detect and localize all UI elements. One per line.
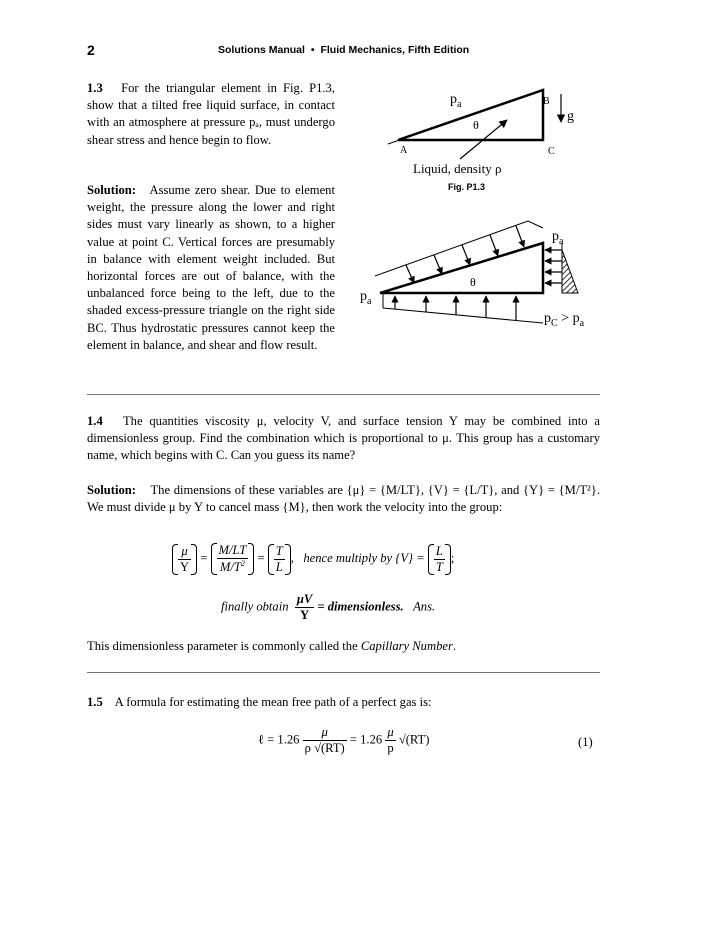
problem-text: For the triangular element in Fig. P1.3, show that a tilted free liquid surface, in contact with an atmosphere at pressure pₐ, must undergo shear stress and hence begin to flow. <box>87 81 335 147</box>
solution-1-3 <box>87 182 335 354</box>
problem-text: The quantities viscosity μ, velocity V, and surface tension Y may be combined into a dimensionless group. Find the combination which is proportional to μ. This group has a customary name, which begins with C. Can you guess its name? <box>87 414 600 463</box>
section-divider <box>87 394 600 395</box>
solution-label: Solution: <box>87 183 136 197</box>
conclusion-1-4: This dimensionless parameter is commonly called the Capillary Number. <box>87 639 457 653</box>
label-B: B <box>543 96 550 107</box>
section-divider <box>87 672 600 673</box>
label-pa-left: $p_a$ <box>360 289 372 307</box>
solution-text: Assume zero shear. Due to element weight, the pressure along the lower and right sides must vary linearly as shown, to a higher value at point C. Vertical forces are presumably in balance with element weight included. But horizontal forces are out of balance, with the unbalanced force being to the left, due to the shaded excess-pressure triangle on the right side BC. Thus hydrostatic pressures cannot keep the element in balance, and shear and flow result. <box>87 183 335 352</box>
problem-number: 1.3 <box>87 81 103 95</box>
label-theta: θ <box>473 118 479 132</box>
label-A: A <box>400 145 408 156</box>
equation-result: finally obtain μV Y = dimensionless. Ans. <box>221 592 436 622</box>
problem-1-3 <box>87 80 335 149</box>
running-header-left: Solutions Manual <box>218 44 305 56</box>
problem-text: A formula for estimating the mean free path of a perfect gas is: <box>114 695 432 709</box>
label-g: g <box>567 109 574 124</box>
equation-mean-free-path: ℓ = 1.26 $\frac{\mu}{\rho √(RT)}$ = 1.26 $\frac{\mu}{p}$ √(RT) <box>258 725 430 755</box>
label-theta-bottom: θ <box>470 275 476 289</box>
problem-1-4 <box>87 413 600 465</box>
label-C: C <box>548 146 555 157</box>
label-pa: $p_a$ <box>450 92 462 110</box>
excess-pressure-triangle <box>562 250 578 293</box>
label-pc-gt-pa: $p_C > p_a$ <box>544 311 585 329</box>
solution-1-4 <box>87 482 600 516</box>
label-liquid: Liquid, density ρ <box>413 161 502 176</box>
running-header-right: Fluid Mechanics, Fifth Edition <box>320 44 470 56</box>
figure-pressure-distribution <box>360 216 605 336</box>
equation-number: (1) <box>578 735 593 749</box>
figure-caption: Fig. P1.3 <box>448 182 486 192</box>
running-header <box>218 44 469 56</box>
equation-dimensions: $\frac{\mu}{Y}$ = $\frac{M/LT}{M/T^2}$ = $\frac{T}{L}$ , hence multiply by {V} = $\frac{L}{T}$ ; <box>172 543 454 575</box>
problem-number: 1.4 <box>87 414 103 428</box>
element-triangle <box>380 243 543 293</box>
page-number: 2 <box>87 42 95 58</box>
problem-number: 1.5 <box>87 695 103 709</box>
solution-label: Solution: <box>87 483 136 497</box>
figure-p1-3-element <box>360 82 600 194</box>
bullet-separator: • <box>310 44 315 56</box>
problem-1-5 <box>87 694 600 711</box>
label-pa-right: $p_a$ <box>552 229 564 247</box>
solution-text: The dimensions of these variables are {μ} = {M/LT}, {V} = {L/T}, and {Y} = {M/T²}. We must divide μ by Y to cancel mass {M}, then work the velocity into the group: <box>87 483 601 515</box>
